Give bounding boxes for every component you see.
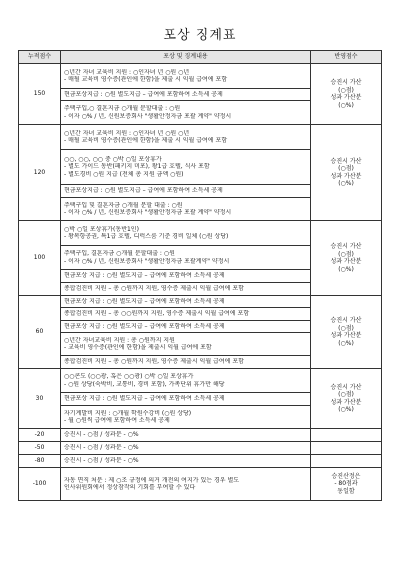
- content-item: [61, 149, 310, 184]
- effect-line: 승진시 가산: [330, 79, 362, 86]
- content-cell: [61, 429, 311, 442]
- content-item: [61, 282, 310, 295]
- score-cell: 30: [19, 369, 61, 429]
- effect-line: 승진시 가산: [330, 383, 362, 391]
- content-line: 자기계발비 지원 : ○개월 학원수강비 (○원 상당): [64, 409, 192, 417]
- content-item: [61, 455, 310, 467]
- content-line: - ○원 상당(숙박비, 교통비, 경비 포함), 가족단위 휴가만 해당: [64, 380, 225, 388]
- content-line: 인사위원회에서 정상참작의 기회를 부여할 수 있다: [64, 484, 196, 491]
- table-row: [19, 221, 382, 296]
- score-cell: -50: [19, 442, 61, 455]
- content-item: [61, 307, 310, 320]
- content-line: ○년간 자녀 교육비 지원 : ○인자녀 년 ○원 ○년: [64, 129, 190, 137]
- content-item: [61, 405, 310, 428]
- content-line: 종합검진비 지원 – 총 ○○원까지 지원, 영수증 제출시 익월 급여에 포함: [64, 310, 250, 318]
- content-cell: [61, 442, 311, 455]
- content-line: 현금포상 지급 : ○원 별도지급 – 급여에 포함하여 소득세 공제: [64, 322, 225, 330]
- effect-cell: [311, 468, 382, 501]
- effect-line: - 80점과: [334, 480, 358, 488]
- score-cell: 150: [19, 64, 61, 125]
- content-line: - 교육비 영수증(관인에 한함)을 제출시 익월 급여에 포함: [64, 344, 212, 351]
- content-item: [61, 269, 310, 282]
- content-line: 현금포상 지급 : ○원 별도지급 – 급여에 포함하여 소득세 공제: [64, 297, 225, 305]
- content-line: - 별도 가이드 동반(패키지 미포), 왕1급 호텔, 식사 포함: [64, 163, 210, 171]
- effect-cell: [311, 442, 382, 455]
- reward-penalty-table: [18, 50, 382, 501]
- effect-line: 성과 가산분: [330, 94, 362, 101]
- page-title: 포상 징계표: [163, 28, 237, 43]
- content-line: - 왕복항공권, 특1급 호텔, 디럭스룸 기준 경비 일체 (○원 상당): [64, 233, 229, 240]
- content-line: - 매될 교육비 영수증(관인에 한함)을 제출 시 익월 급여에 포함: [64, 137, 228, 144]
- content-line: 자동 면직 처분 : 제 ○조 규정에 의거 개전의 여지가 있는 경우 별도: [64, 476, 240, 484]
- score-cell: -100: [19, 468, 61, 501]
- content-line: 승진시 - ○점 / 성과분 - ○%: [64, 457, 139, 465]
- content-line: 현금포상지급 : ○원 별도지급 – 급여에 포함하여 소득세 공제: [64, 90, 223, 98]
- effect-line: (○%): [338, 406, 354, 413]
- effect-cell: [311, 455, 382, 468]
- effect-cell: [311, 429, 382, 442]
- content-line: - 별도경비 ○원 지급 (전체 총 지원 금액 ○원): [64, 170, 184, 178]
- content-cell: [61, 468, 311, 501]
- score-cell: -20: [19, 429, 61, 442]
- effect-line: (○점): [338, 391, 354, 398]
- content-line: 주택구입 및 결혼자금 ○개월 분할 대출 : ○원: [64, 201, 183, 209]
- content-item: [61, 125, 310, 149]
- content-item: [61, 197, 310, 220]
- content-line: 종합검진비 지원 – 총 ○원까지 지원, 영수증 제출시 익월 급여에 포함: [64, 358, 244, 366]
- effect-line: 동일함: [337, 487, 355, 495]
- content-line: ○년간 자녀 교육비 지원 : ○인자녀 년 ○원 ○년: [64, 68, 190, 76]
- content-line: 승진시 - ○점 / 성과분 - ○%: [64, 444, 139, 452]
- content-cell: [61, 369, 311, 429]
- table-row: [19, 468, 382, 501]
- effect-line: (○%): [338, 265, 354, 273]
- effect-line: (○%): [338, 339, 354, 347]
- content-item: [61, 429, 310, 441]
- content-item: [61, 88, 310, 100]
- content-line: 현금포상 지급 : ○원 별도지급 – 급여에 포함하여 소득세 공제: [64, 395, 225, 403]
- content-item: [61, 392, 310, 405]
- effect-line: 승진시 가산: [330, 317, 362, 324]
- table-row: [19, 369, 382, 429]
- effect-line: 승진시 가산: [330, 157, 362, 165]
- effect-cell: [311, 296, 382, 369]
- content-line: 현금포상지급 : ○원 별도지급 – 급여에 포함하여 소득세 공제: [64, 187, 223, 195]
- score-cell: 100: [19, 221, 61, 296]
- content-item: [61, 355, 310, 368]
- content-item: [61, 221, 310, 245]
- table-row: [19, 64, 382, 125]
- table-row: [19, 455, 382, 468]
- effect-line: (○점): [338, 250, 354, 258]
- effect-line: 성과 가산분: [330, 172, 362, 180]
- content-line: ○○콘도 (○○광, 혹은 ○○광) ○박 ○일 포상휴가: [64, 373, 194, 380]
- content-item: [61, 245, 310, 269]
- content-cell: [61, 64, 311, 125]
- effect-line: (○%): [338, 101, 354, 109]
- content-line: 현금포상 지급 : ○원 별도지급 – 급여에 포함하여 소득세 공제: [64, 272, 225, 280]
- content-item: [61, 442, 310, 454]
- content-line: ○○, ○○, ○○ 중 ○박 ○일 포상휴가: [64, 155, 162, 163]
- effect-cell: [311, 221, 382, 296]
- content-item: [61, 468, 310, 500]
- content-line: 주택구입,○ 결혼지금 ○개월 분할대출 : ○원: [64, 105, 181, 112]
- content-item: [61, 64, 310, 88]
- effect-cell: [311, 64, 382, 125]
- effect-cell: [311, 369, 382, 429]
- content-item: [61, 369, 310, 392]
- score-cell: 60: [19, 296, 61, 369]
- content-line: - 이자 ○% / 년, 신원보증회사 "생활안정자금 포괄계약" 약정시: [64, 257, 230, 265]
- content-item: [61, 100, 310, 124]
- effect-line: 성과 가산분: [330, 258, 362, 265]
- table-row: [19, 296, 382, 369]
- content-cell: [61, 296, 311, 369]
- header-content: 포상 및 징계내용: [61, 51, 311, 64]
- effect-line: (○%): [338, 180, 354, 187]
- content-line: - 이자 ○% / 년, 신원보증회사 "생활안정자금 포괄 계약" 약정시: [64, 112, 232, 120]
- content-line: 종합검진비 지원 – 총 ○원까지 지원, 영수증 제출시 익월 급여에 포함: [64, 285, 244, 293]
- content-line: ○년간 자녀교육비 지원 : 총 ○원까지 지원: [64, 336, 175, 344]
- table-row: [19, 429, 382, 442]
- effect-line: (○점): [338, 86, 354, 94]
- score-cell: -80: [19, 455, 61, 468]
- effect-line: 승진시 가산: [330, 243, 362, 250]
- effect-line: (○점): [338, 165, 354, 172]
- header-score: 누적점수: [19, 51, 61, 64]
- effect-line: 성과 가산분: [330, 332, 362, 339]
- table-body: [19, 64, 382, 501]
- content-line: 주택구입, 결혼자금 ○개월 분할대출 : ○원: [64, 250, 175, 257]
- header-effect: 반영점수: [311, 51, 382, 64]
- effect-line: 승진산정은: [331, 472, 361, 480]
- content-line: - 이자 ○% / 년, 신원보증회사 "생활안정자금 포괄 계약" 약정시: [64, 209, 232, 216]
- effect-line: 성과 가산분: [330, 398, 362, 406]
- content-line: - 매될 교육비 영수증(관인에 한함)을 제출 시 익월 급여에 포함: [64, 76, 228, 83]
- content-item: [61, 320, 310, 332]
- table-row: [19, 125, 382, 221]
- content-line: 승진시 - ○점 / 성과분 - ○%: [64, 431, 139, 439]
- score-cell: 120: [19, 125, 61, 221]
- content-line: ○박 ○일 포상휴가(동반1인): [64, 225, 139, 233]
- content-line: - 월 ○원씩 급여에 포함하여 소득세 공제: [64, 417, 170, 424]
- content-item: [61, 332, 310, 355]
- content-cell: [61, 125, 311, 221]
- content-item: [61, 296, 310, 307]
- table-row: [19, 442, 382, 455]
- effect-line: (○점): [338, 324, 354, 332]
- content-item: [61, 184, 310, 197]
- effect-cell: [311, 125, 382, 221]
- content-cell: [61, 455, 311, 468]
- content-cell: [61, 221, 311, 296]
- table-header-row: [19, 51, 382, 64]
